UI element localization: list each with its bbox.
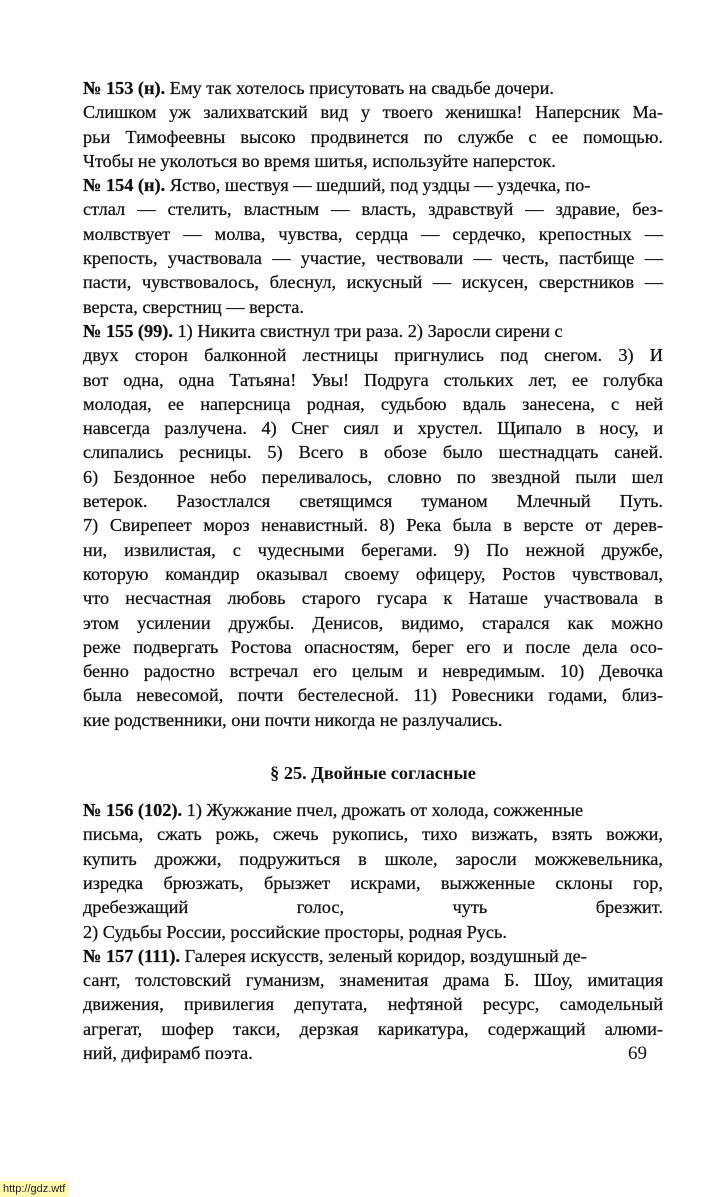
exercise-153 — [83, 76, 663, 173]
text-line: движения, привилегия депутата, нефтяной ресурс, самодельный — [83, 994, 663, 1015]
text-line — [83, 944, 663, 968]
text-line: что несчастная любовь старого гусара к Наташе участвовала в — [83, 588, 663, 609]
exercise-number: № 154 (н). — [83, 175, 166, 196]
text-line: Чтобы не уколоться во время шитья, используйте наперсток. — [83, 150, 556, 171]
exercise-number: № 156 (102). — [83, 800, 183, 821]
text-line — [83, 319, 663, 343]
text-line: ветерок. Разостлался светящимся туманом Млечный Путь. — [83, 491, 663, 512]
text-line: рьи Тимофеевны высоко продвинется по службе с ее помощью. — [83, 126, 663, 147]
text-line: 2) Судьбы России, российские просторы, родная Русь. — [83, 921, 507, 942]
exercise-157 — [83, 944, 663, 1065]
text-line: письма, сжать рожь, сжечь рукопись, тихо визжать, взять вожжи, — [83, 824, 663, 845]
text-line: этом усилении дружбы. Денисов, видимо, старался как можно — [83, 612, 663, 633]
text-line: которую командир оказывал своему офицеру, Ростов чувствовал, — [83, 563, 663, 584]
text-line: двух сторон балконной лестницы пригнулись под снегом. 3) И — [83, 345, 663, 366]
exercise-text: Яство, шествуя — шедший, под уздцы — уздечка, по- — [165, 175, 591, 196]
text-line: слипались ресницы. 5) Всего в обозе было шестнадцать саней. — [83, 442, 663, 463]
exercise-text: 1) Никита свистнул три раза. 2) Заросли сирени с — [172, 320, 563, 341]
exercise-number: № 155 (99). — [83, 320, 173, 341]
text-line: купить дрожжи, подружиться в школе, заросли можжевельника, — [83, 848, 663, 869]
text-line: Слишком уж залихватский вид у твоего женишка! Наперсник Ма- — [83, 102, 663, 123]
exercise-154 — [83, 173, 663, 319]
text-line: молвствует — молва, чувства, сердца — сердечко, крепостных — — [83, 223, 663, 244]
text-line: агрегат, шофер такси, дерзкая карикатура, содержащий алюми- — [83, 1018, 663, 1039]
text-line: верста, сверстниц — верста. — [83, 296, 304, 317]
text-line: была невесомой, почти бестелесной. 11) Ровесники годами, близ- — [83, 685, 663, 706]
text-line — [83, 798, 663, 822]
text-line: кие родственники, они почти никогда не разлучались. — [83, 709, 503, 730]
exercise-text: Ему так хотелось присутовать на свадьбе дочери. — [165, 78, 554, 98]
text-line: 7) Свирепеет мороз ненавистный. 8) Река была в версте от дерев- — [83, 515, 663, 536]
text-line — [83, 76, 663, 100]
section-heading: § 25. Двойные согласные — [270, 763, 476, 784]
exercise-156 — [83, 798, 663, 944]
exercise-155 — [83, 319, 663, 732]
text-line: изредка брюзжать, брызжет искрами, выжженные склоны гор, — [83, 872, 663, 893]
text-line: стлал — стелить, властным — власть, здравствуй — здравие, без- — [83, 199, 663, 220]
exercise-text: Галерея искусств, зеленый коридор, воздушный де- — [180, 945, 587, 966]
page-number: 69 — [628, 1043, 647, 1064]
text-line — [83, 173, 663, 197]
exercise-number: № 153 (н). — [83, 78, 166, 98]
text-line: дребезжащий голос, чуть брезжит. — [83, 897, 663, 918]
text-line: ний, дифирамб поэта. — [83, 1042, 253, 1063]
text-line: пасти, чувствовалось, блеснул, искусный — искусен, сверстников — — [83, 272, 663, 293]
watermark-link[interactable]: http://gdz.wtf — [0, 1181, 68, 1197]
text-line: 6) Бездонное небо переливалось, словно по звездной пыли шел — [83, 466, 663, 487]
text-line: навсегда разлучена. 4) Снег сиял и хрустел. Щипало в носу, и — [83, 418, 663, 439]
text-line: бенно радостно встречал его целым и невредимым. 10) Девочка — [83, 661, 663, 682]
text-line: ни, извилистая, с чудесными берегами. 9) По нежной дружбе, — [83, 539, 663, 560]
page-content — [83, 76, 663, 1065]
text-line: сант, толстовский гуманизм, знаменитая драма Б. Шоу, имитация — [83, 970, 663, 991]
text-line: вот одна, одна Татьяна! Увы! Подруга стольких лет, ее голубка — [83, 369, 663, 390]
text-line: реже подвергать Ростова опасностям, берег его и после дела осо- — [83, 636, 663, 657]
exercise-text: 1) Жужжание пчел, дрожать от холода, сожженные — [182, 800, 584, 821]
exercise-number: № 157 (111). — [83, 945, 181, 966]
text-line: крепость, участвовала — участие, чествовали — честь, пастбище — — [83, 248, 663, 269]
text-line: молодая, ее наперсница родная, судьбою вдаль занесена, с ней — [83, 393, 663, 414]
